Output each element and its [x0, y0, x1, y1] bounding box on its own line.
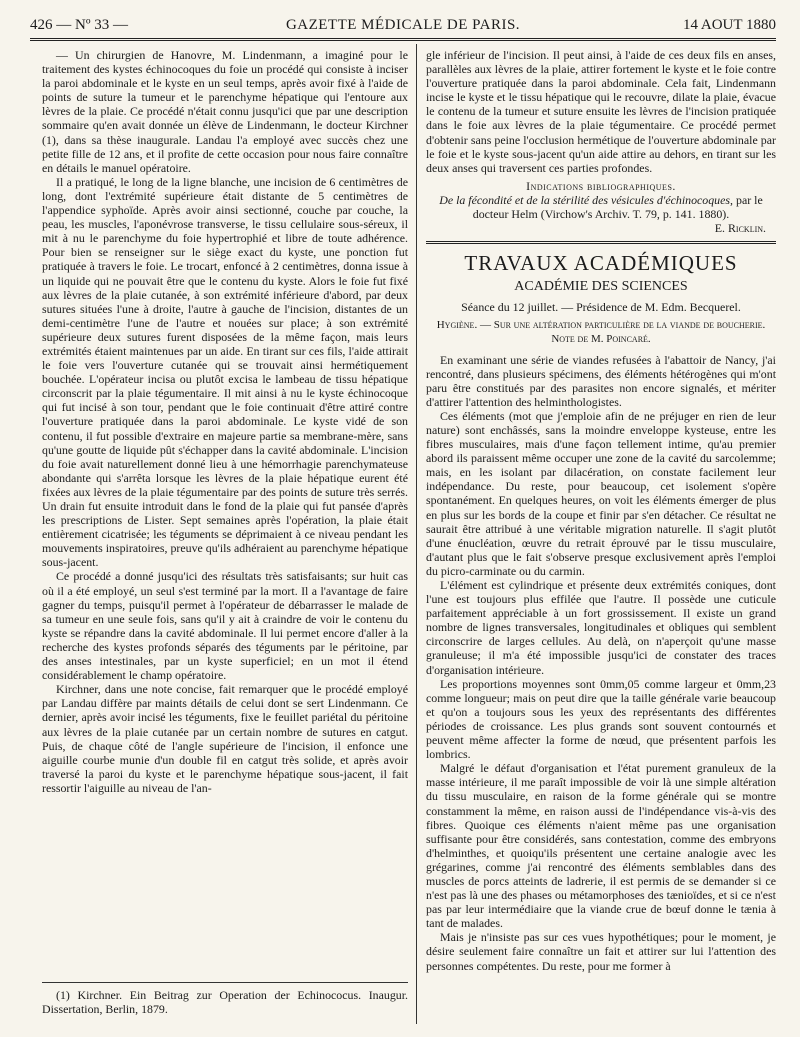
issue-date: 14 AOUT 1880 — [682, 17, 776, 33]
paragraph: L'élément est cylindrique et présente deux extrémités coniques, dont l'une est toujours plus effilée que l'autre. Il possède une cuticule parfaitement appréciable à un fort grossissement. Il existe un grand nombre de lignes transversales, longitudinales et obliques qui semblent circonscrire de larges cellules. Au delà, on n'aperçoit qu'une masse granuleuse; il m'a été impossible jusqu'ici de constater des traces d'organisation intérieure. — [426, 578, 776, 677]
journal-title: GAZETTE MÉDICALE DE PARIS. — [285, 17, 521, 33]
paragraph: Les proportions moyennes sont 0mm,05 comme largeur et 0mm,23 comme longueur; mais on peut dire que la taille générale varie beaucoup et qu'on a toujours sous les yeux des représentants des différentes périodes de croissance. Les plus grands sont souvent contournés et peuvent même affecter la forme de nœud, que présentent parfois les lombrics. — [426, 676, 776, 762]
section-subtitle: ACADÉMIE DES SCIENCES — [514, 279, 688, 295]
paragraph: gle inférieur de l'incision. Il peut ainsi, à l'aide de ces deux fils en anses, parallèles aux lèvres de la plaie, attirer fortement le kyste et le foie contre l'ouverture pratiquée dans la paroi abdominale. Cela fait, Lindenmann incise le kyste et le tissu hépatique qui le recouvre, dilate la plaie, évacue le contenu de la tumeur et suture ensuite les lèvres de l'incision pratiquée dans le foie aux lèvres de la plaie tégumentaire. Ce procédé permet d'obtenir sans peine l'occlusion hermétique de l'ouverture abdominale par le foie et le kyste sous-jacent qu'un aide attire au dehors, en tirant sur les deux anses qui traversent ces parties profondes. — [426, 48, 776, 175]
page-number: 426 — Nº 33 — — [30, 17, 128, 33]
bibliography-source: par le docteur Helm (Virchow's Archiv. T. 79, p. 141. 1880). — [472, 192, 763, 222]
bibliography-title: De la fécondité et de la stérilité des vésicules d'échinocoques, — [439, 192, 734, 207]
author-signature: E. Ricklin. — [714, 221, 766, 236]
footnote: (1) Kirchner. Ein Beitrag zur Operation der Echinococus. Inaugur. Dissertation, Berlin, 1879. — [42, 988, 408, 1016]
left-column — [42, 48, 408, 795]
paragraph: Malgré le défaut d'organisation et l'état purement granuleux de la masse intérieure, il me paraît impossible de voir là une simple altération du tissu musculaire, en raison de la forme générale qui se montre constamment la même, en raison aussi de l'indépendance vis-à-vis des fibres. Quoique ces éléments n'aient même pas une organisation suffisante pour être considérés, sans contestation, comme des embryons d'helminthes, et quoiqu'ils présentent une certaine analogie avec les grégarines, comme j'ai rencontré des éléments semblables dans des muscles de porcs atteints de ladrerie, il est permis de se demander si ce n'est pas là une des phases ou métamorphoses des tænioïdes, et si ce n'est pas par leur intermédiaire que la viande crue de bœuf donne le tænia à tant de malades. — [426, 761, 776, 931]
article-heading: Hygiène. — Sur une altération particulière de la viande de boucherie. Note de M. Poincaré. — [436, 319, 766, 346]
session-line: Séance du 12 juillet. — Présidence de M. Edm. Becquerel. — [461, 300, 741, 315]
paragraph: Il a pratiqué, le long de la ligne blanche, une incision de 6 centimètres de long, dont l'extrémité supérieure était distante de 5 centimètres de l'appendice syphoïde. Après avoir ainsi sectionné, couche par couche, la peau, les muscles, l'aponévrose transverse, le tissu cellulaire sous-séreux, il mit à nu le parenchyme du foie hypertrophié et libre de toute adhérence. Pour bien se renseigner sur le siège exact du kyste, une ponction fut pratiquée à travers le foie. Le trocart, enfoncé à 2 centimètres, donna issue à un liquide qui ne pouvait être que le contenu du kyste. Alors le foie fut fixé aux lèvres de la plaie cutanée, à son extrémité inférieure d'abord, par deux sutures situées l'une à droite, l'autre à gauche de l'incision, distantes de un demi-centimètre l'une de l'autre et nouées sur place; à son extrémité supérieure deux sutures furent disposées de la même façon, mais leurs extrémités étaient maintenues par un aide. En tirant sur ces fils, l'aide attirait le foie vers l'ouverture cutanée qui se trouvait ainsi hermétiquement bouchée. L'opérateur incisa ou plutôt excisa le lambeau de tissu hépatique circonscrit par la plaie tégumentaire. Il mit ainsi à nu le kyste échinocoque qui fut incisé à son tour, pendant que le foie continuait d'être attiré contre l'ouverture pratiquée dans la paroi abdominale. Le kyste vidé de son contenu, il fut possible d'extraire en majeure partie sa membrane-mère, sans qu'une goutte de liquide pût s'échapper dans la cavité abdominale. L'incision du foie avait naturellement donné lieu à une hémorrhagie parenchymateuse abondante qui s'arrêta lorsque les lèvres de la plaie hépatique eurent été fixées aux lèvres de la plaie tégumentaire par des points de suture très serrés. Un drain fut ensuite introduit dans le fond de la plaie qui fut pansée d'après les prescriptions de Lister. Sept semaines après l'opération, la plaie était entièrement cicatrisée; les téguments se déprimaient à ce niveau pendant les mouvements inspiratoires, preuve qu'ils adhéraient au parenchyme hépatique sous-jacent. — [42, 174, 409, 570]
bibliography-heading: Indications bibliographiques. — [526, 178, 676, 193]
paragraph: Ces éléments (mot que j'emploie afin de ne préjuger en rien de leur nature) sont enchâssés, sans la moindre enveloppe kysteuse, entre les fibres musculaires, mais d'une façon tellement intime, qu'au premier abord ils paraissent même occuper une zone de la cavité du sarcolemme; mais, en les isolant par dilacération, on constate facilement leur indépendance. Du reste, pour beaucoup, cet isolement s'opère spontanément. En quelques heures, on voit les éléments émerger de plus en plus sur les bords de la coupe et finir par s'en détacher. Ce résultat ne saurait être attribué à une véritable migration naturelle. Il s'agit plutôt d'une énucléation, œuvre du retrait éprouvé par le tissu musculaire, d'autant plus que le fait s'observe presque exclusivement après l'emploi du picro-carminate ou du carmin. — [426, 408, 776, 578]
section-title: TRAVAUX ACADÉMIQUES — [464, 251, 738, 276]
header-rule — [30, 38, 776, 41]
footnote-rule — [42, 982, 408, 983]
paragraph: Mais je n'insiste pas sur ces vues hypothétiques; pour le moment, je désire seulement faire connaître un fait et attirer sur lui l'attention des personnes compétentes. Du reste, pour me former à — [426, 930, 776, 973]
paragraph: En examinant une série de viandes refusées à l'abattoir de Nancy, j'ai rencontré, dans plusieurs spécimens, des éléments hétérogènes qui m'ont paru être constitués par des parasites non encore signalés, et mériter d'attirer l'attention des helminthologistes. — [426, 352, 776, 409]
paragraph: Kirchner, dans une note concise, fait remarquer que le procédé employé par Landau diffère par maints détails de celui dont se sert Lindenmann. Ce dernier, après avoir incisé les téguments, fixe le feuillet pariétal du péritoine aux lèvres de la plaie cutanée par un certain nombre de sutures en catgut. Puis, de chaque côté de l'angle supérieure de l'incision, il enfonce une aiguille courbe munie d'un double fil en catgut très solide, et après avoir traversé la paroi du kyste et le parenchyme hépatique sous-jacent, il fait ressortir l'aiguille au niveau de l'an- — [42, 682, 408, 795]
section-rule — [426, 241, 776, 244]
paragraph: Ce procédé a donné jusqu'ici des résultats très satisfaisants; sur huit cas où il a été employé, un seul s'est terminé par la mort. Il a l'avantage de faire gagner du temps, puisqu'il permet à l'opérateur de débarrasser le malade de sa tumeur en une seule fois, sans qu'il y ait à craindre de voir le contenu du kyste se répandre dans la cavité abdominale. Il lui permet encore d'aller à la recherche des kystes profonds séparés des téguments par le péritoine, par des anses intestinales, par un kyste superficiel; en un mot il étend considérablement le champ opératoire. — [42, 569, 408, 683]
bibliography-entry — [426, 193, 776, 221]
page-header — [30, 14, 776, 36]
right-column — [426, 48, 776, 973]
paragraph: — Un chirurgien de Hanovre, M. Lindenmann, a imaginé pour le traitement des kystes échinocoques du foie un procédé qui consiste à inciser la paroi abdominale et le kyste en un seul temps, après avoir fixé à l'aide de points de suture la tumeur et le parenchyme hépatique qui l'entoure aux lèvres de la plaie. Ce procédé n'était connu jusqu'ici que par une description sommaire qu'en avait donnée un élève de Lindenmann, le docteur Kirchner (1), dans sa thèse inaugurale. Landau l'a employé avec succès chez une petite fille de 12 ans, et il profite de cette occasion pour nous faire connaître en détails le manuel opératoire. — [42, 48, 408, 175]
column-divider — [416, 44, 417, 1024]
